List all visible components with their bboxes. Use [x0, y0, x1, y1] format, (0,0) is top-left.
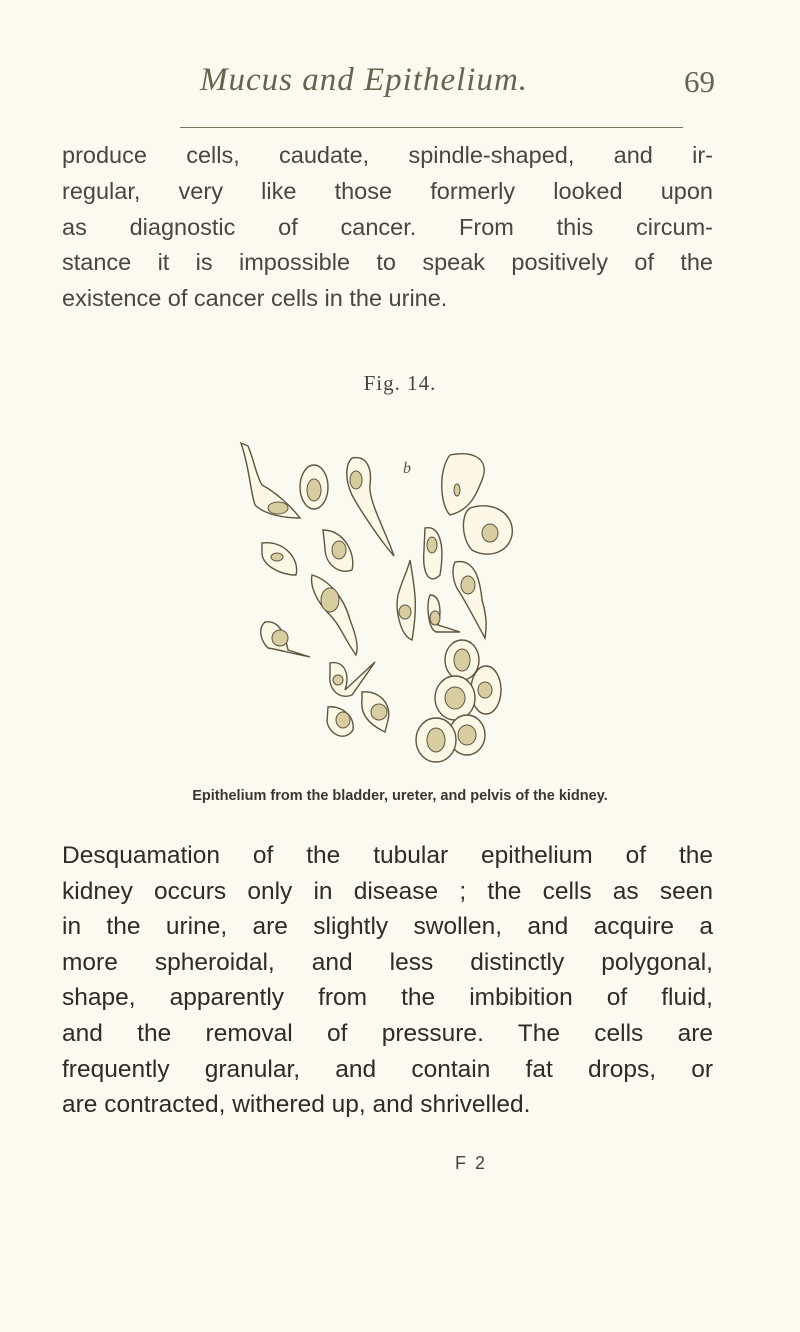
text-line: shape, apparently from the imbibition of fluid, — [62, 984, 713, 1012]
text-line: regular, very like those formerly looked upon — [62, 177, 713, 204]
running-title: Mucus and Epithelium. — [200, 62, 529, 98]
text-line: frequently granular, and contain fat drops, or — [62, 1055, 713, 1083]
paragraph-2 — [62, 838, 713, 1123]
text-line: and the removal of pressure. The cells are — [62, 1019, 713, 1047]
text-line: produce cells, caudate, spindle-shaped, and ir- — [62, 142, 713, 168]
text-line: are contracted, withered up, and shrivelled. — [62, 1091, 531, 1119]
text-line: more spheroidal, and less distinctly polygonal, — [62, 948, 713, 976]
text-line: as diagnostic of cancer. From this circum- — [62, 213, 713, 240]
text-line: existence of cancer cells in the urine. — [62, 285, 448, 312]
text-line: stance it is impossible to speak positively of the — [62, 249, 713, 276]
text-line: kidney occurs only in disease ; the cells as seen — [62, 877, 713, 905]
figure-label: Fig. 14. — [363, 371, 437, 395]
text-line: in the urine, are slightly swollen, and acquire a — [62, 913, 713, 941]
text-line: Desquamation of the tubular epithelium of the — [62, 842, 713, 869]
signature-mark: F 2 — [455, 1153, 488, 1173]
figure-caption: Epithelium from the bladder, ureter, and pelvis of the kidney. — [192, 788, 608, 804]
page-number: 69 — [684, 64, 715, 99]
figure-inner-label: b — [403, 460, 411, 477]
